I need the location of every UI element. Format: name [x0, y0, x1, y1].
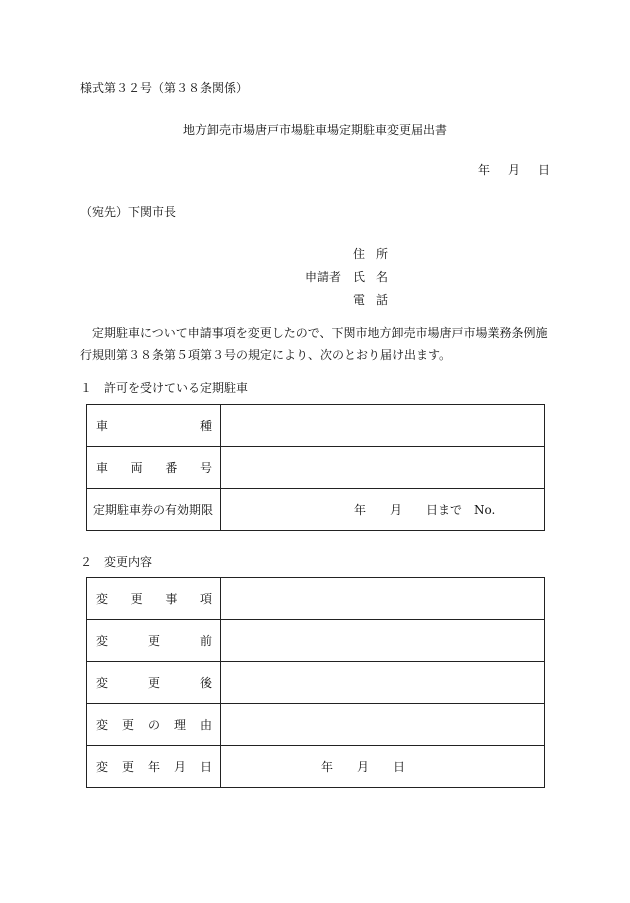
change-item-label [87, 578, 221, 620]
table-row [87, 620, 545, 662]
change-details-table [86, 577, 545, 788]
expiry-until-label: 日まで [426, 503, 463, 517]
table-row [87, 489, 545, 531]
addressee: （宛先）下関市長 [80, 205, 177, 219]
label-char: 番 [165, 461, 178, 475]
change-date-label [87, 746, 221, 788]
label-char: 更 [121, 760, 134, 774]
change-reason-label [87, 704, 221, 746]
date-day-label: 日 [537, 163, 550, 177]
table-row [87, 662, 545, 704]
label-char: 更 [121, 718, 134, 732]
document-title: 地方卸売市場唐戸市場駐車場定期駐車変更届出書 [182, 123, 447, 137]
label-char: 変 [96, 634, 109, 648]
label-char: 前 [199, 634, 212, 648]
before-change-field[interactable] [221, 620, 545, 662]
label-char: 変 [96, 718, 109, 732]
vehicle-type-field[interactable] [221, 405, 545, 447]
applicant-block [305, 242, 399, 311]
label-char: 由 [199, 718, 212, 732]
section2-title: ２ 変更内容 [80, 555, 153, 569]
label-char: 日 [199, 760, 212, 774]
after-change-label [87, 662, 221, 704]
change-month-label: 月 [357, 760, 370, 774]
change-day-label: 日 [393, 760, 406, 774]
table-row [87, 405, 545, 447]
expiry-year-label: 年 [354, 503, 367, 517]
label-char: 変 [96, 760, 109, 774]
label-char: 後 [199, 676, 212, 690]
form-number: 様式第３２号（第３８条関係） [80, 81, 249, 95]
pass-expiry-label: 定期駐車券の有効期限 [87, 489, 221, 531]
vehicle-number-field[interactable] [221, 447, 545, 489]
name-label: 氏名 [353, 269, 400, 284]
label-char: 年 [147, 760, 160, 774]
change-item-field[interactable] [221, 578, 545, 620]
table-row [87, 447, 545, 489]
table-row [87, 578, 545, 620]
body-text: 定期駐車について申請事項を変更したので、下関市地方卸売市場唐戸市場業務条例施行規則第３８条第５項第３号の規定により、次のとおり届け出ます。 [80, 326, 548, 362]
label-char: 月 [173, 760, 186, 774]
table-row [87, 704, 545, 746]
address-label: 住所 [353, 246, 400, 261]
before-change-label [87, 620, 221, 662]
label-char: 車 [96, 419, 109, 433]
label-char: 項 [199, 592, 212, 606]
label-char: 両 [130, 461, 143, 475]
label-char: 更 [130, 592, 143, 606]
label-char: 変 [96, 676, 109, 690]
submission-date [478, 164, 550, 176]
date-month-label: 月 [507, 163, 520, 177]
label-char: 更 [147, 634, 160, 648]
label-char: 号 [199, 461, 212, 475]
vehicle-type-label [87, 405, 221, 447]
applicant-role-label: 申請者 [305, 269, 342, 284]
after-change-field[interactable] [221, 662, 545, 704]
phone-label: 電話 [353, 292, 400, 307]
vehicle-number-label [87, 447, 221, 489]
expiry-month-label: 月 [390, 503, 403, 517]
label-char: 事 [165, 592, 178, 606]
current-permit-table [86, 404, 545, 531]
change-year-label: 年 [321, 760, 334, 774]
table-row [87, 746, 545, 788]
label-char: の [147, 718, 160, 732]
label-char: 種 [199, 419, 212, 433]
label-char: 更 [147, 676, 160, 690]
section1-title: １ 許可を受けている定期駐車 [80, 381, 249, 395]
change-date-field[interactable] [221, 746, 545, 788]
pass-expiry-field[interactable] [221, 489, 545, 531]
date-year-label: 年 [477, 163, 490, 177]
label-char: 車 [96, 461, 109, 475]
label-char: 変 [96, 592, 109, 606]
pass-number-label: No. [474, 502, 496, 517]
change-reason-field[interactable] [221, 704, 545, 746]
label-char: 理 [173, 718, 186, 732]
